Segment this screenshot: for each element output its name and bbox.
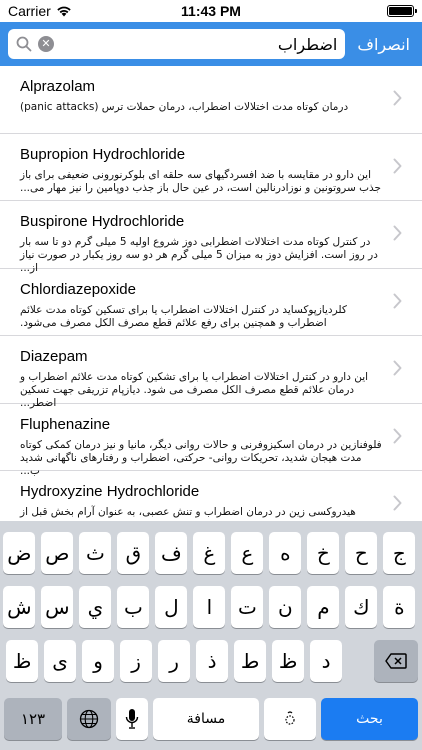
search-field[interactable] <box>8 29 345 59</box>
globe-icon <box>79 709 99 729</box>
list-item[interactable] <box>0 201 422 274</box>
carrier-label: Carrier <box>8 3 51 19</box>
battery-fill <box>389 7 412 15</box>
status-right <box>387 5 414 17</box>
list-item[interactable] <box>0 134 422 202</box>
key[interactable]: ض <box>3 532 35 574</box>
key[interactable]: ه <box>269 532 301 574</box>
key[interactable]: ظ <box>6 640 38 682</box>
key[interactable]: و <box>82 640 114 682</box>
item-description: درمان کوتاه مدت اختلالات اضطراب، درمان حملات ترس (panic attacks) <box>20 101 349 113</box>
search-header <box>0 22 422 66</box>
key[interactable]: ذ <box>196 640 228 682</box>
item-title: Chlordiazepoxide <box>20 280 136 298</box>
list-item[interactable] <box>0 66 422 134</box>
key[interactable]: ن <box>269 586 301 628</box>
key[interactable]: ة <box>383 586 415 628</box>
diacritic-key[interactable] <box>264 698 316 740</box>
key[interactable]: ى <box>44 640 76 682</box>
clear-icon[interactable]: ✕ <box>38 36 54 52</box>
key[interactable]: ع <box>231 532 263 574</box>
item-title: Hydroxyzine Hydrochloride <box>20 483 200 500</box>
key[interactable]: ح <box>345 532 377 574</box>
result-list <box>0 66 422 521</box>
search-key[interactable]: بحث <box>321 698 418 740</box>
backspace-button[interactable] <box>374 640 418 682</box>
key[interactable]: ق <box>117 532 149 574</box>
item-description: هیدروکسی زین در درمان اضطراب و تنش عصبی، به عنوان آرام بخش قبل از <box>20 506 356 518</box>
list-item[interactable] <box>0 336 422 409</box>
key[interactable]: م <box>307 586 339 628</box>
numbers-key[interactable]: ١٢٣ <box>4 698 62 740</box>
key[interactable]: ي <box>79 586 111 628</box>
item-description: کلردیازپوکساید در کنترل اختلالات اضطراب یا برای تسکین کوتاه مدت علائم اضطراب و همچنین برای رفع علائم قطع مصرف الکل مصرف می‌شود. <box>20 303 347 329</box>
item-title: Buspirone Hydrochloride <box>20 213 185 230</box>
item-title: Fluphenazine <box>20 415 111 433</box>
search-icon <box>16 36 32 52</box>
key[interactable]: ا <box>193 586 225 628</box>
item-description: در کنترل کوتاه مدت اختلالات اضطرابی دوز شروع اولیه 5 میلی گرم دو تا سه بار در روز است. افزایش دوز به میزان 5 میلی گرم هر دو سه روز یکبار در صورت نیاز از... <box>20 236 378 274</box>
key[interactable]: د <box>310 640 342 682</box>
item-description: این دارو در کنترل اختلالات اضطراب یا برای تشکین کوتاه مدت علائم اضطراب و درمان علائم قطع مصرف الکل مصرف می شود. دیازپام تزریقی جهت تسکین اضطر... <box>20 371 369 409</box>
chevron-right-icon <box>393 428 402 444</box>
key[interactable]: خ <box>307 532 339 574</box>
key[interactable]: ل <box>155 586 187 628</box>
key[interactable]: ر <box>158 640 190 682</box>
item-description: این دارو در مقایسه با ضد افسردگیهای سه حلقه ای بلوکرنورونی ضعیفی برای باز جذب سروتونین و نوزادرنالین است، در عین حال باز جذب دوپامین را نیز مهار می... <box>20 168 381 194</box>
chevron-right-icon <box>393 90 402 106</box>
key[interactable]: ت <box>231 586 263 628</box>
microphone-button[interactable] <box>116 698 148 740</box>
key[interactable]: ز <box>120 640 152 682</box>
item-description: فلوفنازین در درمان اسکیزوفرنی و حالات روانی دیگر، مانیا و نیز درمان کمکی کوتاه مدت هیجان شدید، تحریکات روانی- حرکتی، اضطراب و رفتارهای ناگهانی شدید ب... <box>20 438 382 477</box>
key[interactable]: ظ <box>272 640 304 682</box>
chevron-right-icon <box>393 495 402 511</box>
globe-button[interactable] <box>67 698 111 740</box>
key[interactable]: ث <box>79 532 111 574</box>
status-left <box>8 3 72 19</box>
status-time: 11:43 PM <box>181 3 241 19</box>
backspace-icon <box>385 653 407 669</box>
key[interactable]: س <box>41 586 73 628</box>
keyboard <box>0 521 422 750</box>
diacritic-icon <box>284 710 296 728</box>
key[interactable]: ط <box>234 640 266 682</box>
key[interactable]: ش <box>3 586 35 628</box>
chevron-right-icon <box>393 225 402 241</box>
search-input[interactable] <box>60 35 337 54</box>
chevron-right-icon <box>393 360 402 376</box>
key[interactable]: غ <box>193 532 225 574</box>
key[interactable]: ف <box>155 532 187 574</box>
key[interactable]: ج <box>383 532 415 574</box>
chevron-right-icon <box>393 158 402 174</box>
key[interactable]: ص <box>41 532 73 574</box>
wifi-icon <box>56 5 72 17</box>
cancel-button[interactable]: انصراف <box>353 35 414 54</box>
list-item[interactable] <box>0 404 422 477</box>
item-title: Diazepam <box>20 348 88 365</box>
list-item[interactable] <box>0 269 422 337</box>
key[interactable]: ب <box>117 586 149 628</box>
space-key[interactable]: مسافة <box>153 698 259 740</box>
battery-icon <box>387 5 414 17</box>
key[interactable]: ك <box>345 586 377 628</box>
chevron-right-icon <box>393 293 402 309</box>
status-bar <box>0 0 422 22</box>
item-title: Alprazolam <box>20 78 96 95</box>
item-title: Bupropion Hydrochloride <box>20 145 186 163</box>
microphone-icon <box>125 708 139 730</box>
